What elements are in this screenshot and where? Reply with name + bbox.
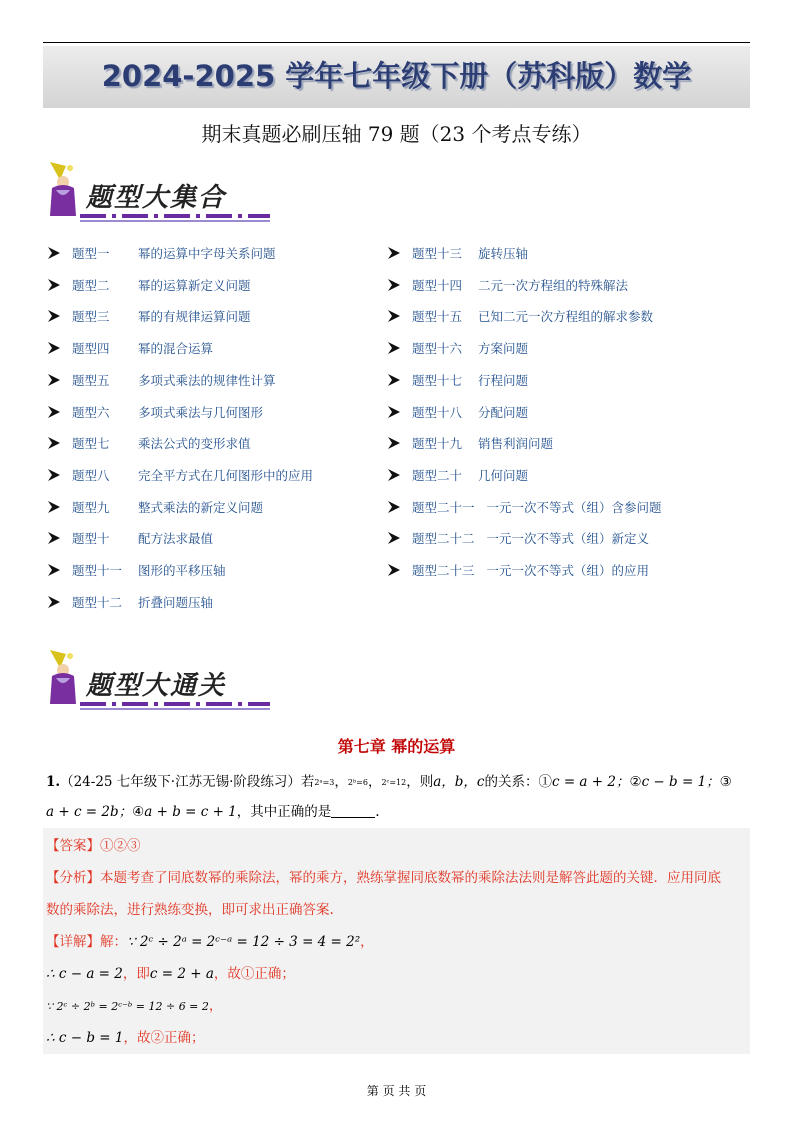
toc-title: 幂的混合运算 — [138, 341, 214, 357]
toc-title: 整式乘法的新定义问题 — [138, 499, 264, 515]
question-number: 1. — [46, 774, 61, 790]
decor-line — [80, 220, 270, 222]
toc-code: 题型十六 — [412, 341, 463, 357]
decor-line — [80, 214, 270, 218]
analysis-line-1 — [46, 868, 721, 888]
toc-code: 题型九 — [72, 499, 110, 515]
toc-item[interactable] — [46, 591, 213, 613]
text: 的关系： — [484, 774, 539, 790]
math-expression: ∵ 2ᶜ ÷ 2ᵃ = 2ᶜ⁻ᵃ = 12 ÷ 3 = 4 = 2² — [127, 934, 361, 950]
option-3: a + c = 2b； — [46, 804, 133, 820]
toc-code: 题型十一 — [72, 563, 123, 578]
toc-code: 题型二十 — [412, 467, 463, 483]
detail-tag: 【详解】 — [46, 934, 100, 950]
arrow-bullet-icon — [386, 467, 402, 483]
arrow-bullet-icon — [386, 404, 402, 420]
arrow-bullet-icon — [386, 372, 402, 388]
wizard-mascot-icon — [46, 160, 80, 220]
toc-item[interactable] — [46, 305, 251, 327]
option-number: ② — [629, 774, 642, 790]
arrow-bullet-icon — [386, 435, 402, 451]
option-4: a + b = c + 1 — [144, 804, 237, 820]
toc-code: 题型十八 — [412, 404, 463, 420]
arrow-bullet-icon — [46, 277, 62, 293]
toc-item[interactable] — [46, 242, 276, 264]
text: ， — [360, 934, 374, 950]
toc-item[interactable] — [46, 274, 251, 296]
option-number: ① — [538, 774, 552, 790]
math-expression: c = 2 + a — [149, 966, 214, 982]
arrow-bullet-icon — [46, 594, 62, 610]
toc-code: 题型十五 — [412, 309, 463, 325]
arrow-bullet-icon — [386, 340, 402, 356]
analysis-text: 本题考查了同底数幂的乘除法，幂的乘方，熟练掌握同底数幂的乘除法法则是解答此题的关键．应用同底 — [100, 870, 721, 886]
arrow-bullet-icon — [46, 467, 62, 483]
text: ， — [208, 998, 223, 1014]
arrow-bullet-icon — [386, 530, 402, 546]
text: 解： — [100, 934, 127, 950]
toc-title: 幂的有规律运算问题 — [138, 309, 251, 325]
toc-title: 完全平方式在几何图形中的应用 — [138, 467, 314, 483]
arrow-bullet-icon — [46, 372, 62, 388]
toc-item[interactable] — [46, 559, 226, 581]
title-banner — [43, 46, 750, 108]
arrow-bullet-icon — [386, 562, 402, 578]
toc-title: 几何问题 — [478, 467, 529, 483]
toc-title: 图形的平移压轴 — [138, 563, 226, 578]
math-expression: ∴ c − b = 1 — [46, 1030, 124, 1046]
toc-item[interactable] — [386, 464, 528, 486]
toc-item[interactable] — [386, 242, 528, 264]
toc-title: 已知二元一次方程组的解求参数 — [478, 309, 654, 325]
toc-item[interactable] — [386, 432, 553, 454]
condition: 2ᶜ=12 — [381, 778, 407, 787]
text: ，故 — [123, 1030, 151, 1046]
option-number: ④ — [132, 804, 145, 820]
answer-line — [46, 836, 141, 856]
circled-number: ② — [150, 1030, 164, 1046]
toc-code: 题型五 — [72, 372, 110, 388]
arrow-bullet-icon — [46, 340, 62, 356]
toc-title: 幂的运算新定义问题 — [138, 277, 251, 293]
section-banner-practice — [46, 648, 268, 714]
toc-title: 一元一次不等式（组）新定义 — [486, 531, 650, 547]
detail-line-1 — [46, 932, 374, 952]
text: 正确； — [163, 1030, 205, 1046]
toc-title: 乘法公式的变形求值 — [138, 436, 251, 452]
toc-item[interactable] — [386, 527, 649, 549]
toc-code: 题型十 — [72, 531, 110, 547]
toc-code: 题型十四 — [412, 277, 463, 293]
arrow-bullet-icon — [46, 562, 62, 578]
text: ，即 — [122, 966, 150, 982]
math-expression: ∴ c − a = 2 — [46, 966, 123, 982]
decor-line — [80, 708, 270, 710]
text: ，故 — [213, 966, 241, 982]
toc-code: 题型三 — [72, 309, 110, 325]
toc-item[interactable] — [386, 337, 528, 359]
section-banner-collection — [46, 160, 268, 226]
section-label: 题型大通关 — [86, 671, 227, 701]
toc-code: 题型二十二 — [412, 531, 475, 547]
section-label: 题型大集合 — [86, 183, 227, 213]
toc-title: 多项式乘法与几何图形 — [138, 404, 264, 420]
option-number: ③ — [719, 774, 732, 790]
toc-title: 旋转压轴 — [478, 246, 529, 261]
toc-title: 多项式乘法的规律性计算 — [138, 372, 276, 388]
arrow-bullet-icon — [386, 499, 402, 515]
top-rule — [43, 42, 750, 43]
wizard-mascot-icon — [46, 648, 80, 708]
page-subtitle: 期末真题必刷压轴 79 题（23 个考点专练） — [201, 122, 592, 146]
toc-code: 题型十三 — [412, 246, 463, 261]
toc-title: 一元一次不等式（组）含参问题 — [486, 499, 662, 515]
toc-code: 题型二十一 — [412, 499, 475, 515]
toc-title: 分配问题 — [478, 404, 529, 420]
toc-code: 题型七 — [72, 436, 110, 452]
toc-code: 题型四 — [72, 341, 110, 357]
arrow-bullet-icon — [46, 404, 62, 420]
text: . — [375, 804, 380, 820]
chapter-heading: 第七章 幂的运算 — [337, 737, 456, 756]
arrow-bullet-icon — [46, 308, 62, 324]
condition: 2ᵇ=6 — [347, 778, 368, 787]
toc-code: 题型十七 — [412, 372, 463, 388]
toc-code: 题型十九 — [412, 436, 463, 452]
answer-tag: 【答案】 — [46, 838, 100, 854]
toc-code: 题型二 — [72, 277, 110, 293]
toc-code: 题型二十三 — [412, 563, 475, 578]
decor-line — [80, 702, 270, 706]
analysis-tag: 【分析】 — [46, 870, 100, 886]
math-expression: ∵ 2ᶜ ÷ 2ᵇ = 2ᶜ⁻ᵇ = 12 ÷ 6 = 2 — [46, 1000, 209, 1013]
toc-title: 配方法求最值 — [138, 531, 214, 547]
text: 正确； — [254, 966, 295, 982]
arrow-bullet-icon — [46, 530, 62, 546]
toc-item[interactable] — [46, 369, 276, 391]
toc-code: 题型六 — [72, 404, 110, 420]
toc-title: 折叠问题压轴 — [138, 594, 214, 610]
circled-number: ① — [240, 966, 255, 982]
condition: 2ᵃ=3 — [314, 778, 335, 787]
toc-title: 一元一次不等式（组）的应用 — [486, 563, 650, 578]
answer-blank — [331, 805, 375, 818]
analysis-text: 数的乘除法，进行熟练变换，即可求出正确答案. — [46, 902, 334, 918]
toc-item[interactable] — [46, 464, 313, 486]
variables: a，b，c — [433, 774, 485, 790]
toc-item[interactable] — [386, 274, 628, 296]
toc-item[interactable] — [46, 432, 251, 454]
toc-item[interactable] — [386, 559, 649, 581]
option-1: c = a + 2； — [551, 774, 630, 790]
arrow-bullet-icon — [386, 245, 402, 261]
question-line-1: 1.（24-25 七年级下·江苏无锡·阶段练习）若2ᵃ=3，2ᵇ=6，2ᶜ=12，则a，b，c的关系：①c = a + 2；②c − b = 1；③ — [46, 774, 732, 790]
analysis-line-2 — [46, 900, 334, 920]
toc-item[interactable] — [46, 337, 213, 359]
toc-item[interactable] — [46, 496, 263, 518]
toc-code: 题型八 — [72, 467, 110, 483]
toc-item[interactable] — [386, 401, 528, 423]
arrow-bullet-icon — [386, 277, 402, 293]
page-title: 2024-2025 学年七年级下册（苏科版）数学 — [101, 59, 692, 93]
option-2: c − b = 1； — [641, 774, 720, 790]
question-line-2 — [46, 802, 380, 822]
toc-item[interactable] — [386, 496, 662, 518]
toc-title: 二元一次方程组的特殊解法 — [478, 277, 629, 293]
page-footer: 第 页 共 页 — [366, 1084, 427, 1098]
text: ，则 — [406, 774, 434, 790]
toc-item[interactable] — [46, 527, 213, 549]
toc-title: 方案问题 — [478, 341, 529, 357]
detail-line-3 — [46, 996, 222, 1017]
question-source: （24-25 七年级下·江苏无锡·阶段练习）若 — [60, 774, 315, 790]
arrow-bullet-icon — [46, 245, 62, 261]
arrow-bullet-icon — [46, 435, 62, 451]
detail-line-4 — [46, 1028, 204, 1048]
toc-item[interactable] — [46, 401, 263, 423]
arrow-bullet-icon — [386, 308, 402, 324]
answer-value: ①②③ — [100, 838, 141, 854]
detail-line-2 — [46, 964, 295, 984]
toc-code: 题型一 — [72, 246, 110, 261]
text: ，其中正确的是 — [236, 804, 332, 820]
toc-title: 幂的运算中字母关系问题 — [138, 246, 276, 261]
toc-item[interactable] — [386, 305, 653, 327]
arrow-bullet-icon — [46, 499, 62, 515]
toc-item[interactable] — [386, 369, 528, 391]
toc-title: 销售利润问题 — [478, 436, 554, 452]
toc-title: 行程问题 — [478, 372, 529, 388]
toc-code: 题型十二 — [72, 594, 123, 610]
